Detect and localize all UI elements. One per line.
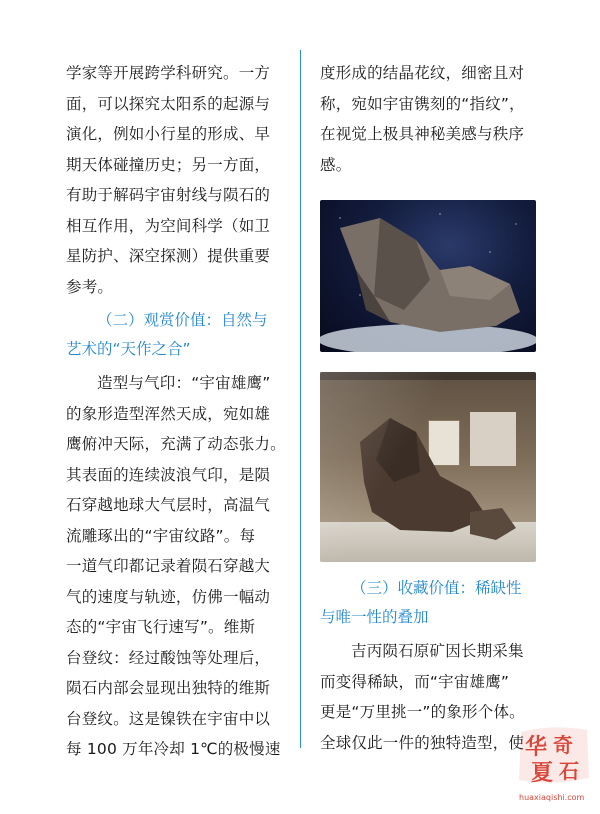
text-line: 吉丙陨石原矿因长期采集 bbox=[351, 642, 524, 660]
text-line: 全球仅此一件的独特造型，使 bbox=[320, 733, 525, 752]
seal-char-qi: 奇 bbox=[553, 733, 573, 757]
text-line: 鹰俯冲天际，充满了动态张力。 bbox=[66, 435, 286, 453]
column-divider bbox=[300, 50, 301, 748]
text-line: 星防护、深空探测）提供重要 bbox=[66, 247, 271, 265]
huaxia-qishi-seal-logo bbox=[515, 724, 593, 806]
meteorite-exhibit-photo bbox=[320, 372, 536, 562]
text-line: 台登纹。这是镍铁在宇宙中以 bbox=[66, 709, 271, 728]
text-line: 演化，例如小行星的形成、早 bbox=[66, 125, 271, 143]
left-column bbox=[66, 58, 286, 765]
text-line: 更是“万里挑一”的象形个体。 bbox=[320, 703, 525, 721]
right-column bbox=[320, 58, 536, 758]
seal-char-shi: 石 bbox=[559, 759, 579, 783]
paragraph-widmanstatten bbox=[320, 58, 536, 180]
text-line: 学家等开展跨学科研究。一方 bbox=[66, 64, 271, 82]
text-line: 感。 bbox=[320, 155, 352, 174]
meteorite-space-photo bbox=[320, 200, 536, 352]
text-line: 每 100 万年冷却 1℃的极慢速 bbox=[66, 740, 281, 758]
text-line: 相互作用，为空间科学（如卫 bbox=[66, 216, 271, 235]
text-line: 台登纹：经过酸蚀等处理后， bbox=[66, 648, 271, 667]
text-line: 而变得稀缺，而“宇宙雄鹰” bbox=[320, 672, 510, 691]
text-line: 态的“宇宙飞行速写”。维斯 bbox=[66, 618, 256, 636]
paragraph-research bbox=[66, 58, 282, 302]
text-line: 在视觉上极具神秘美感与秩序 bbox=[320, 125, 525, 143]
paragraph-rarity bbox=[320, 636, 536, 758]
text-line: 度形成的结晶花纹，细密且对 bbox=[320, 64, 525, 82]
text-line: 称，宛如宇宙镌刻的“指纹”， bbox=[320, 94, 525, 113]
text-line: 气的速度与轨迹，仿佛一幅动 bbox=[66, 587, 271, 606]
text-line: 有助于解码宇宙射线与陨石的 bbox=[66, 186, 271, 204]
text-line: 一道气印都记录着陨石穿越大 bbox=[66, 557, 271, 575]
section-heading-ornamental-value bbox=[66, 306, 282, 364]
text-line: 的象形造型浑然天成，宛如雄 bbox=[66, 404, 271, 423]
paragraph-shape-and-regmaglypts bbox=[66, 368, 286, 765]
text-line: 造型与气印：“宇宙雄鹰” bbox=[97, 374, 271, 392]
text-line: 期天体碰撞历史；另一方面， bbox=[66, 155, 271, 174]
text-line: 石穿越地球大气层时，高温气 bbox=[66, 496, 271, 514]
section-heading-collection-value bbox=[320, 574, 536, 632]
text-line: 其表面的连续波浪气印，是陨 bbox=[66, 465, 271, 484]
text-line: 面，可以探究太阳系的起源与 bbox=[66, 94, 271, 113]
heading-line: （三）收藏价值：稀缺性 bbox=[351, 579, 522, 597]
heading-line: 与唯一性的叠加 bbox=[320, 608, 429, 626]
heading-line: （二）观赏价值：自然与 bbox=[97, 311, 268, 329]
heading-line: 艺术的“天作之合” bbox=[66, 340, 191, 358]
text-line: 陨石内部会显现出独特的维斯 bbox=[66, 679, 271, 697]
seal-char-xia: 夏 bbox=[531, 761, 554, 786]
seal-url: huaxiaqishi.com bbox=[519, 793, 585, 802]
text-line: 参考。 bbox=[66, 277, 114, 296]
text-line: 流雕琢出的“宇宙纹路”。每 bbox=[66, 526, 256, 545]
seal-char-hua: 华 bbox=[525, 735, 548, 760]
